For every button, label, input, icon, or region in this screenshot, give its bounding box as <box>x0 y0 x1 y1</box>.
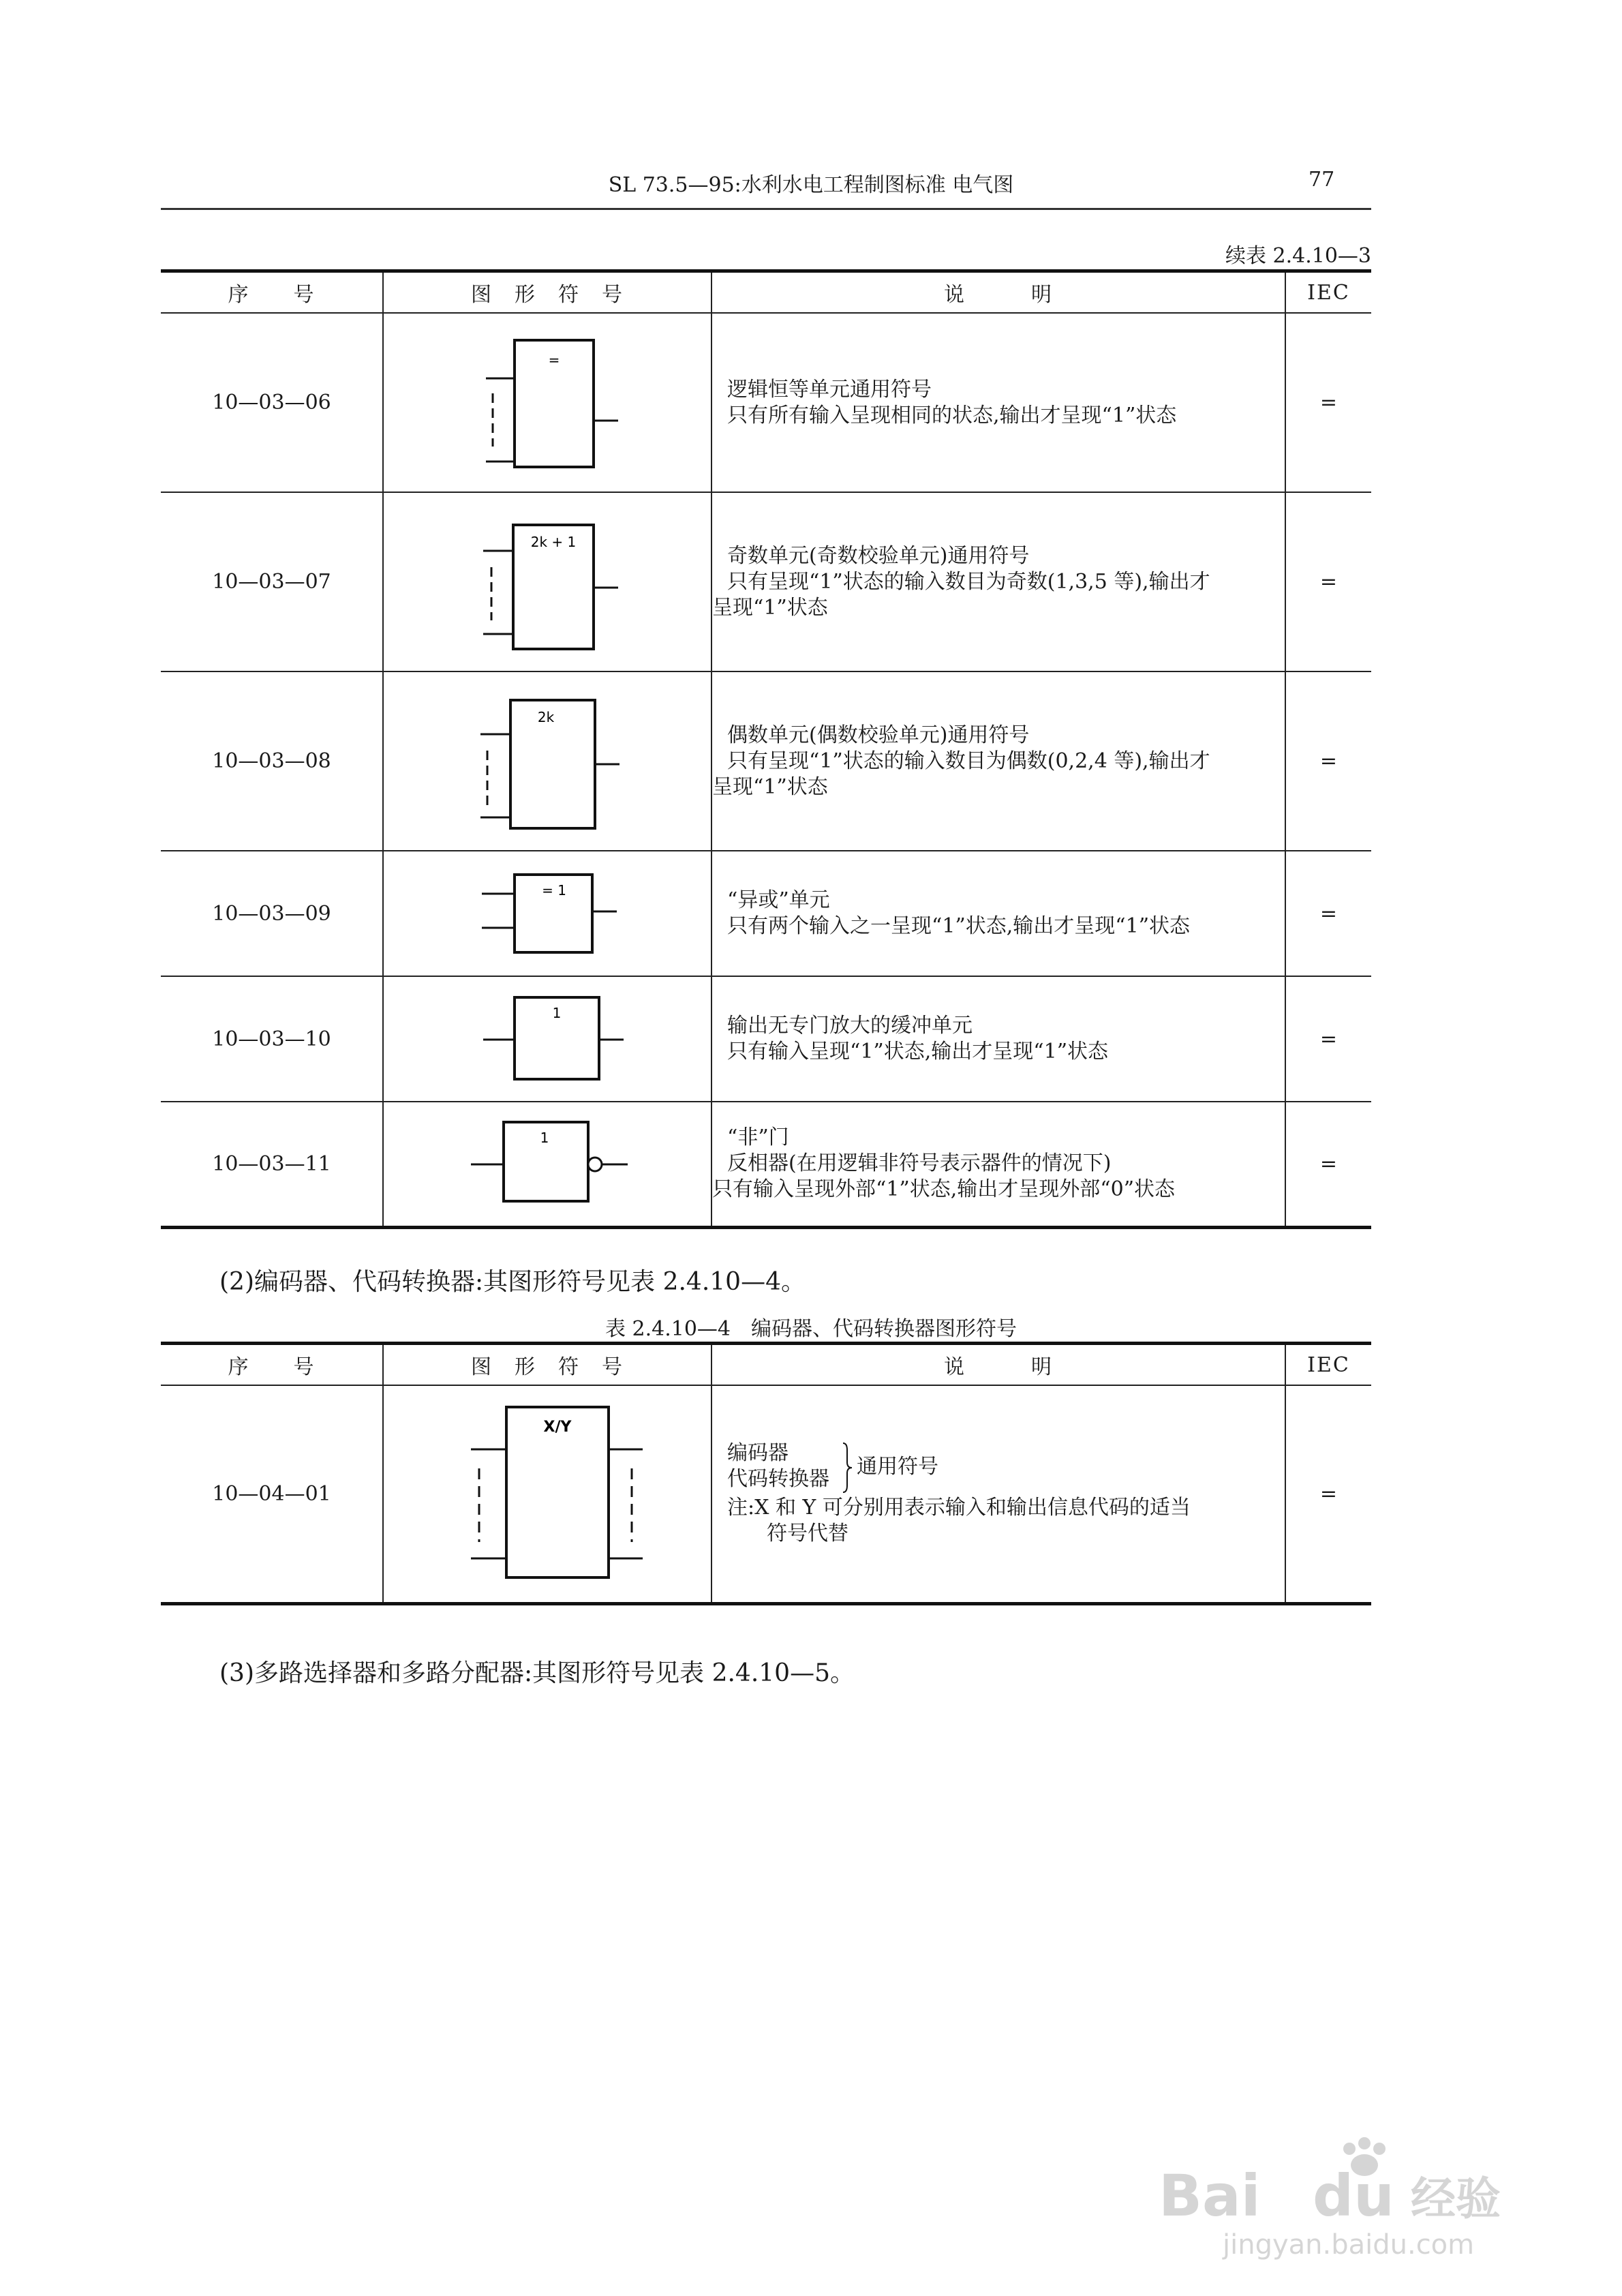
column-header-iec: IEC <box>1285 271 1371 314</box>
page-number: 77 <box>1309 168 1335 192</box>
row-iec: = <box>1285 1385 1371 1603</box>
symbol-label: = <box>548 351 560 368</box>
desc-line: 只有呈现“1”状态的输入数目为奇数(1,3,5 等),输出才 <box>727 569 1210 594</box>
watermark-cn: 经验 <box>1411 2173 1501 2225</box>
desc-line: 只有输入呈现外部“1”状态,输出才呈现外部“0”状态 <box>712 1177 1176 1202</box>
row-description <box>711 1385 1285 1603</box>
table-continuation-label: 续表 2.4.10—3 <box>1225 244 1371 268</box>
row-description <box>711 1102 1285 1227</box>
row-iec: = <box>1285 976 1371 1102</box>
symbol-table-continued <box>161 269 1371 1229</box>
baidu-jingyan-watermark <box>1152 2134 1533 2270</box>
desc-line: “非”门 <box>727 1126 789 1150</box>
not-gate-symbol <box>383 1102 711 1227</box>
row-seq: 10—04—01 <box>161 1385 383 1603</box>
table-caption: 表 2.4.10—4 编码器、代码转换器图形符号 <box>605 1317 1017 1341</box>
row-seq: 10—03—07 <box>161 492 383 671</box>
table-row <box>161 671 1371 851</box>
desc-line: 逻辑恒等单元通用符号 <box>727 377 932 402</box>
exclusive-or-symbol <box>383 851 711 976</box>
brace-label: 通用符号 <box>857 1455 938 1479</box>
column-header-seq: 序 号 <box>161 271 383 314</box>
table-row <box>161 1385 1371 1603</box>
encoder-symbol-table <box>161 1342 1371 1605</box>
desc-line: 奇数单元(奇数校验单元)通用符号 <box>727 543 1030 568</box>
row-seq: 10—03—06 <box>161 313 383 492</box>
symbol-label: = 1 <box>542 882 566 898</box>
table-header-row <box>161 271 1371 314</box>
symbol-label: 2k <box>537 708 555 725</box>
watermark-url: jingyan.baidu.com <box>1223 2229 1475 2261</box>
row-description <box>711 976 1285 1102</box>
row-seq: 10—03—11 <box>161 1102 383 1227</box>
table-row <box>161 851 1371 976</box>
even-element-symbol <box>383 671 711 851</box>
paragraph-encoders: (2)编码器、代码转换器:其图形符号见表 2.4.10—4。 <box>219 1268 806 1296</box>
row-seq: 10—03—08 <box>161 671 383 851</box>
desc-line: 偶数单元(偶数校验单元)通用符号 <box>727 723 1030 747</box>
desc-line: 只有所有输入呈现相同的状态,输出才呈现“1”状态 <box>727 403 1177 427</box>
row-iec: = <box>1285 492 1371 671</box>
row-description <box>711 492 1285 671</box>
column-header-symbol: 图 形 符 号 <box>383 271 711 314</box>
desc-line: 只有输入呈现“1”状态,输出才呈现“1”状态 <box>727 1040 1109 1063</box>
desc-line: 输出无专门放大的缓冲单元 <box>727 1014 973 1038</box>
brace-group <box>727 1440 1285 1495</box>
symbol-label: X/Y <box>543 1419 572 1436</box>
desc-line: 注:X 和 Y 可分别用表示输入和输出信息代码的适当 <box>727 1496 1191 1520</box>
desc-line: “异或”单元 <box>727 888 830 912</box>
paragraph-multiplexers: (3)多路选择器和多路分配器:其图形符号见表 2.4.10—5。 <box>219 1659 855 1687</box>
symbol-label: 1 <box>552 1005 562 1021</box>
row-description <box>711 313 1285 492</box>
table-row <box>161 313 1371 492</box>
desc-line: 编码器 <box>727 1441 789 1466</box>
table-row <box>161 1102 1371 1227</box>
watermark-brand: Bai <box>1159 2162 1261 2229</box>
table-row <box>161 976 1371 1102</box>
desc-line: 只有呈现“1”状态的输入数目为偶数(0,2,4 等),输出才 <box>727 749 1210 773</box>
odd-element-symbol <box>383 492 711 671</box>
symbol-label: 1 <box>540 1130 549 1147</box>
row-description <box>711 851 1285 976</box>
header-rule <box>161 208 1371 210</box>
watermark-brand-2: du <box>1313 2162 1394 2229</box>
column-header-symbol: 图 形 符 号 <box>383 1344 711 1386</box>
desc-line: 呈现“1”状态 <box>712 774 828 799</box>
column-header-description: 说 明 <box>711 1344 1285 1386</box>
desc-line: 反相器(在用逻辑非符号表示器件的情况下) <box>727 1151 1112 1176</box>
table-row <box>161 492 1371 671</box>
logic-identity-symbol <box>383 313 711 492</box>
brace-icon <box>840 1442 854 1494</box>
column-header-seq: 序 号 <box>161 1344 383 1386</box>
desc-line: 代码转换器 <box>727 1467 829 1492</box>
row-iec: = <box>1285 1102 1371 1227</box>
column-header-iec: IEC <box>1285 1344 1371 1386</box>
buffer-symbol <box>383 976 711 1102</box>
row-seq: 10—03—10 <box>161 976 383 1102</box>
desc-line: 呈现“1”状态 <box>712 595 828 620</box>
running-header-title: SL 73.5—95:水利水电工程制图标准 电气图 <box>608 173 1014 197</box>
desc-line: 符号代替 <box>767 1522 848 1546</box>
row-seq: 10—03—09 <box>161 851 383 976</box>
row-iec: = <box>1285 313 1371 492</box>
table-header-row <box>161 1344 1371 1386</box>
row-iec: = <box>1285 671 1371 851</box>
encoder-symbol <box>383 1385 711 1603</box>
row-iec: = <box>1285 851 1371 976</box>
row-description <box>711 671 1285 851</box>
symbol-label: 2k + 1 <box>530 533 577 550</box>
column-header-description: 说 明 <box>711 271 1285 314</box>
desc-line: 只有两个输入之一呈现“1”状态,输出才呈现“1”状态 <box>727 914 1191 938</box>
